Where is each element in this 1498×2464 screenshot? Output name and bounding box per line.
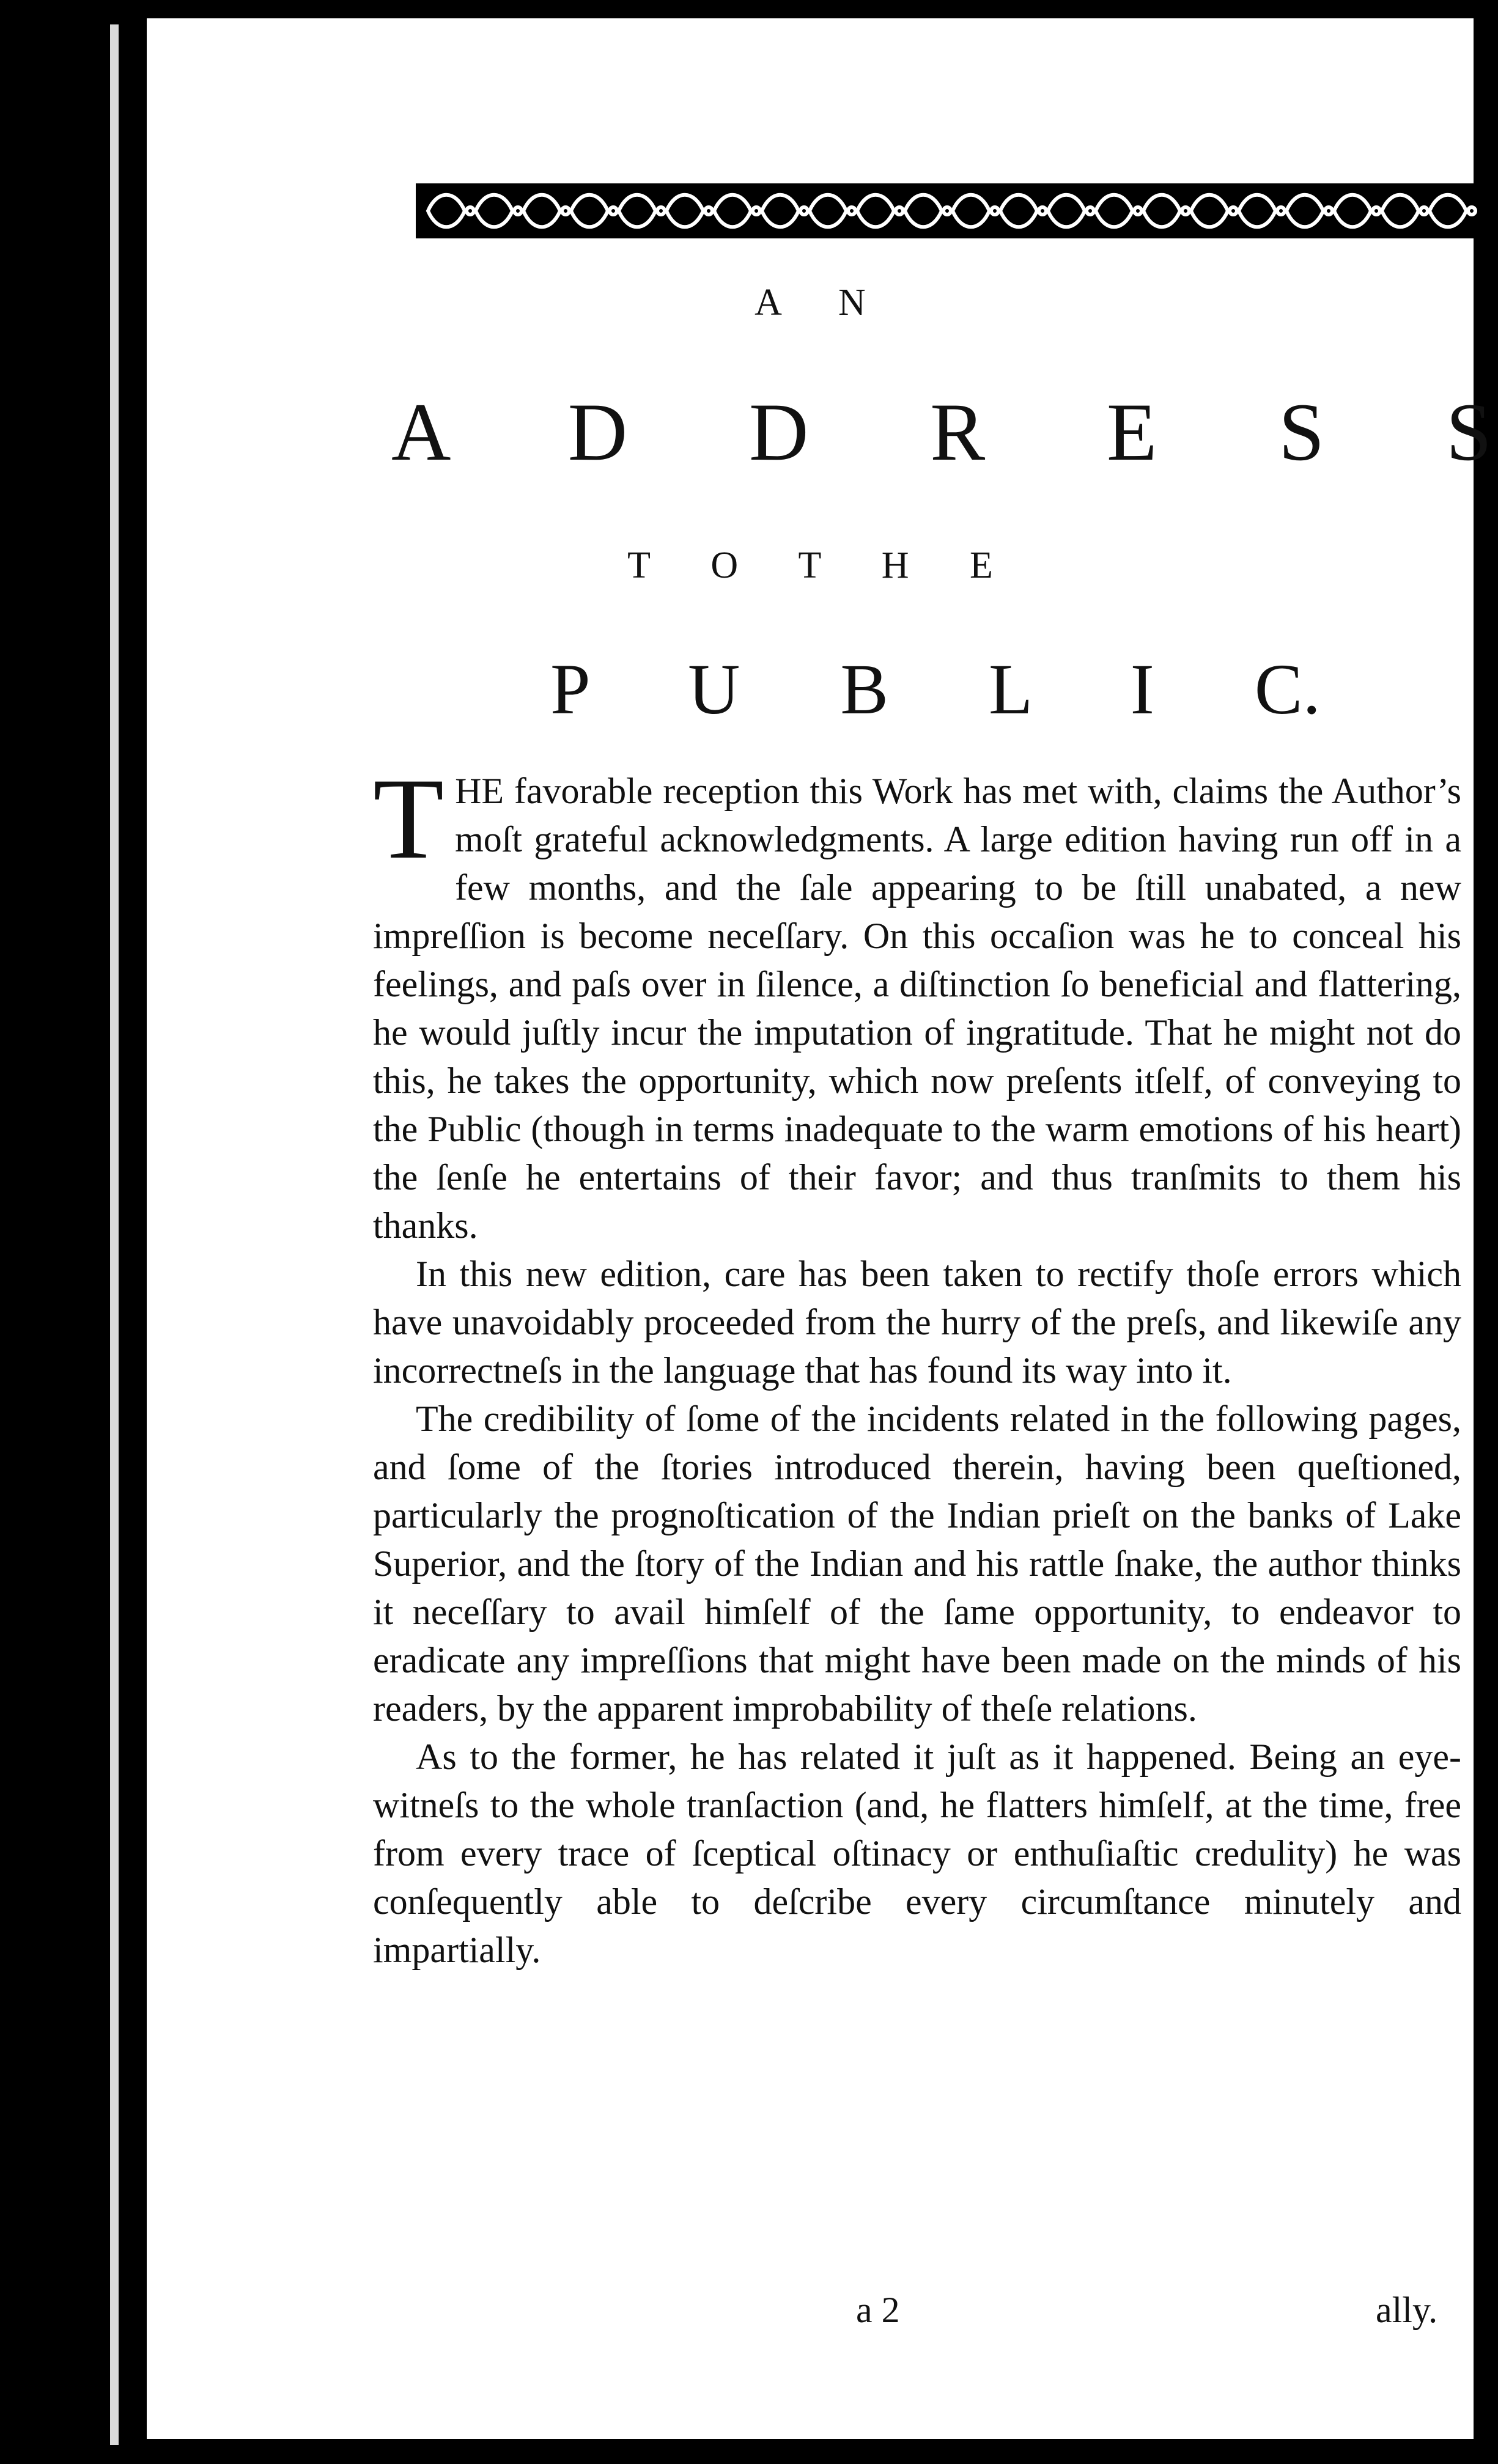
title-letter: D	[567, 387, 628, 478]
ornament-svg	[416, 183, 1486, 238]
page-edge-line	[110, 24, 119, 2445]
title-preposition: T O T H E	[627, 545, 1019, 586]
decorative-ornament-rule	[416, 183, 1486, 238]
title-letter: I	[1130, 649, 1154, 729]
paragraph: As to the former, he has related it juſt as it happened. Being an eye-witneſs to the whole tranſaction (and, he flatters himſelf, at the time, free from every trace of ſceptical oſtinacy or enthuſiaſtic credulity) he was conſequently able to deſcribe every circumſtance minutely and impartially.	[373, 1737, 1461, 1970]
book-page	[147, 18, 1492, 2439]
title-letter: P	[550, 649, 588, 729]
body-text	[373, 755, 1461, 1974]
title-main-word	[391, 385, 1492, 480]
title-letter: L	[988, 649, 1030, 729]
title-article: A N	[755, 282, 890, 323]
scan-left-margin	[0, 0, 141, 2464]
title-letter: U	[688, 649, 740, 729]
title-letter: D	[748, 387, 809, 478]
title-audience-word	[550, 648, 1321, 731]
paragraph-text: HE favorable reception this Work has met with, claims the Author’s moſt grateful acknowledgments. A large edition having run off in a few months, and the ſale appearing to be ſtill unabated, a new impreſſion is become neceſſary. On this occaſion was he to conceal his feelings, and paſs over in ſilence, a diſtinction ſo beneficial and flattering, he would juſtly incur the imputation of ingratitude. That he might not do this, he takes the opportunity, which now preſents itſelf, of conveying to the Public (though in terms inadequate to the warm emotions of his heart) the ſenſe he entertains of their favor; and thus tranſmits to them his thanks.	[373, 771, 1461, 1246]
drop-cap: T	[373, 755, 445, 883]
title-letter: A	[391, 387, 447, 478]
paragraph	[373, 755, 1461, 1250]
title-letter: R	[930, 387, 986, 478]
page-footer	[147, 2289, 1474, 2338]
title-letter: C.	[1254, 649, 1321, 729]
title-letter: S	[1445, 387, 1492, 478]
catchword: ally.	[1376, 2290, 1438, 2330]
signature-mark: a 2	[856, 2290, 900, 2330]
title-letter: E	[1106, 387, 1157, 478]
title-letter: B	[840, 649, 889, 729]
paragraph: In this new edition, care has been taken to rectify thoſe errors which have unavoidably proceeded from the hurry of the preſs, and likewiſe any incorrectneſs in the language that has found its way into it.	[373, 1254, 1461, 1391]
title-letter: S	[1278, 387, 1325, 478]
paragraph: The credibility of ſome of the incidents related in the following pages, and ſome of the ſtories introduced therein, having been queſtioned, particularly the prognoſtication of the Indian prieſt on the banks of Lake Superior, and the ſtory of the Indian and his rattle ſnake, the author thinks it neceſſary to avail himſelf of the ſame opportunity, to endeavor to eradicate any impreſſions that might have been made on the minds of his readers, by the apparent improbability of theſe relations.	[373, 1399, 1461, 1729]
